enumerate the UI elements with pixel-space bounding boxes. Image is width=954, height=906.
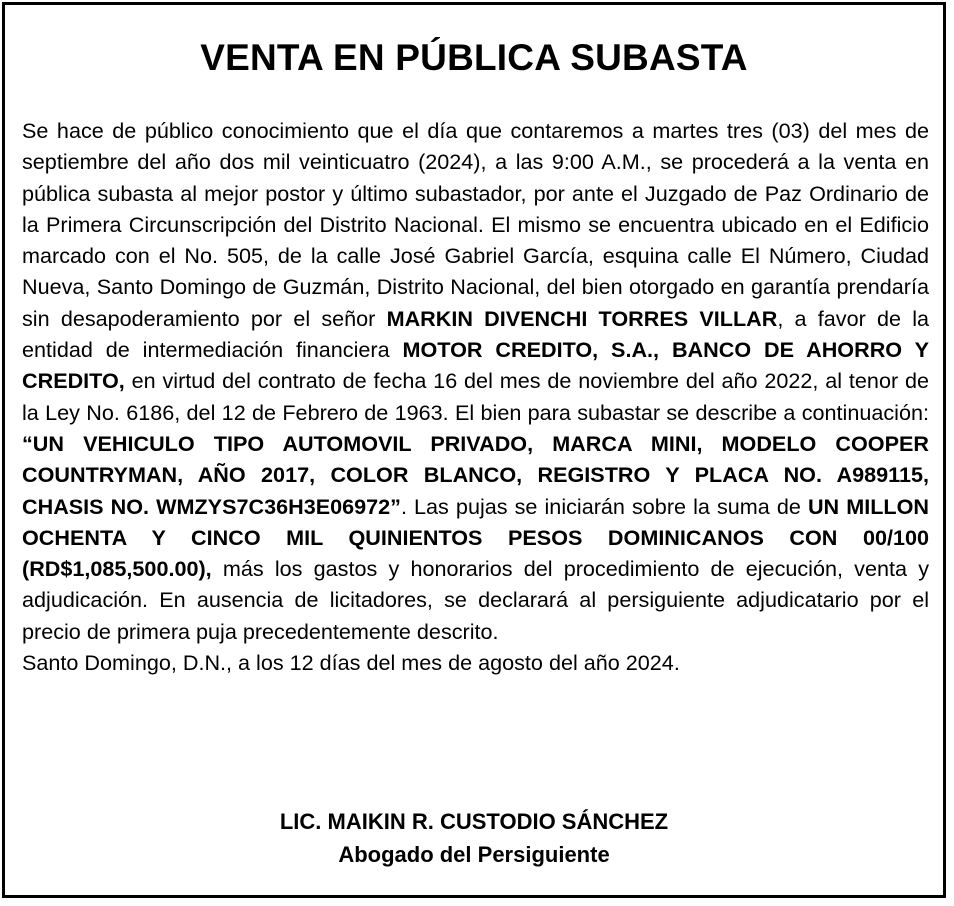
signatory-name: LIC. MAIKIN R. CUSTODIO SÁNCHEZ	[279, 809, 669, 834]
debtor-name: MARKIN DIVENCHI TORRES VILLAR	[386, 305, 778, 331]
paragraph-text-4: . Las pujas se iniciarán sobre la suma de	[400, 493, 808, 519]
vehicle-description: “UN VEHICULO TIPO AUTOMOVIL PRIVADO, MARCA MINI, MODELO COOPER COUNTRYMAN, AÑO 2017, COLOR BLANCO, REGISTRO Y PLACA NO. A989115, CHASIS NO. WMZYS7C36H3E06972”	[22, 430, 929, 519]
notice-body	[22, 115, 929, 678]
paragraph-text-2: , a favor de la entidad de intermediación financiera	[22, 305, 930, 363]
auction-notice	[2, 2, 946, 898]
notice-paragraph	[22, 115, 929, 647]
date-line: Santo Domingo, D.N., a los 12 días del mes de agosto del año 2024.	[22, 650, 680, 676]
starting-bid-amount: UN MILLON OCHENTA Y CINCO MIL QUINIENTOS PESOS DOMINICANOS CON 00/100 (RD$1,085,500.00),	[22, 493, 929, 582]
paragraph-text-3: en virtud del contrato de fecha 16 del mes de noviembre del año 2022, al tenor de la Ley No. 6186, del 12 de Febrero de 1963. El bien para subastar se describe a continuación:	[22, 368, 929, 425]
notice-title: VENTA EN PÚBLICA SUBASTA	[200, 37, 748, 78]
creditor-name: MOTOR CREDITO, S.A., BANCO DE AHORRO Y CREDITO,	[22, 337, 929, 394]
signatory-role: Abogado del Persiguiente	[338, 842, 610, 867]
signature-block	[5, 805, 943, 871]
paragraph-text-1: Se hace de público conocimiento que el día que contaremos a martes tres (03) del mes de septiembre del año dos mil veinticuatro (2024), a las 9:00 A.M., se procederá a la venta en pública subasta al mejor postor y último subastador, por ante el Juzgado de Paz Ordinario de la Primera Circunscripción del Distrito Nacional. El mismo se encuentra ubicado en el Edificio marcado con el No. 505, de la calle José Gabriel García, esquina calle El Número, Ciudad Nueva, Santo Domingo de Guzmán, Distrito Nacional, del bien otorgado en garantía prendaría sin desapoderamiento por el señor	[22, 118, 929, 331]
paragraph-text-5: más los gastos y honorarios del procedimiento de ejecución, venta y adjudicación. En ausencia de licitadores, se declarará al persiguiente adjudicatario por el precio de primera puja precedentemente descrito.	[22, 556, 929, 644]
